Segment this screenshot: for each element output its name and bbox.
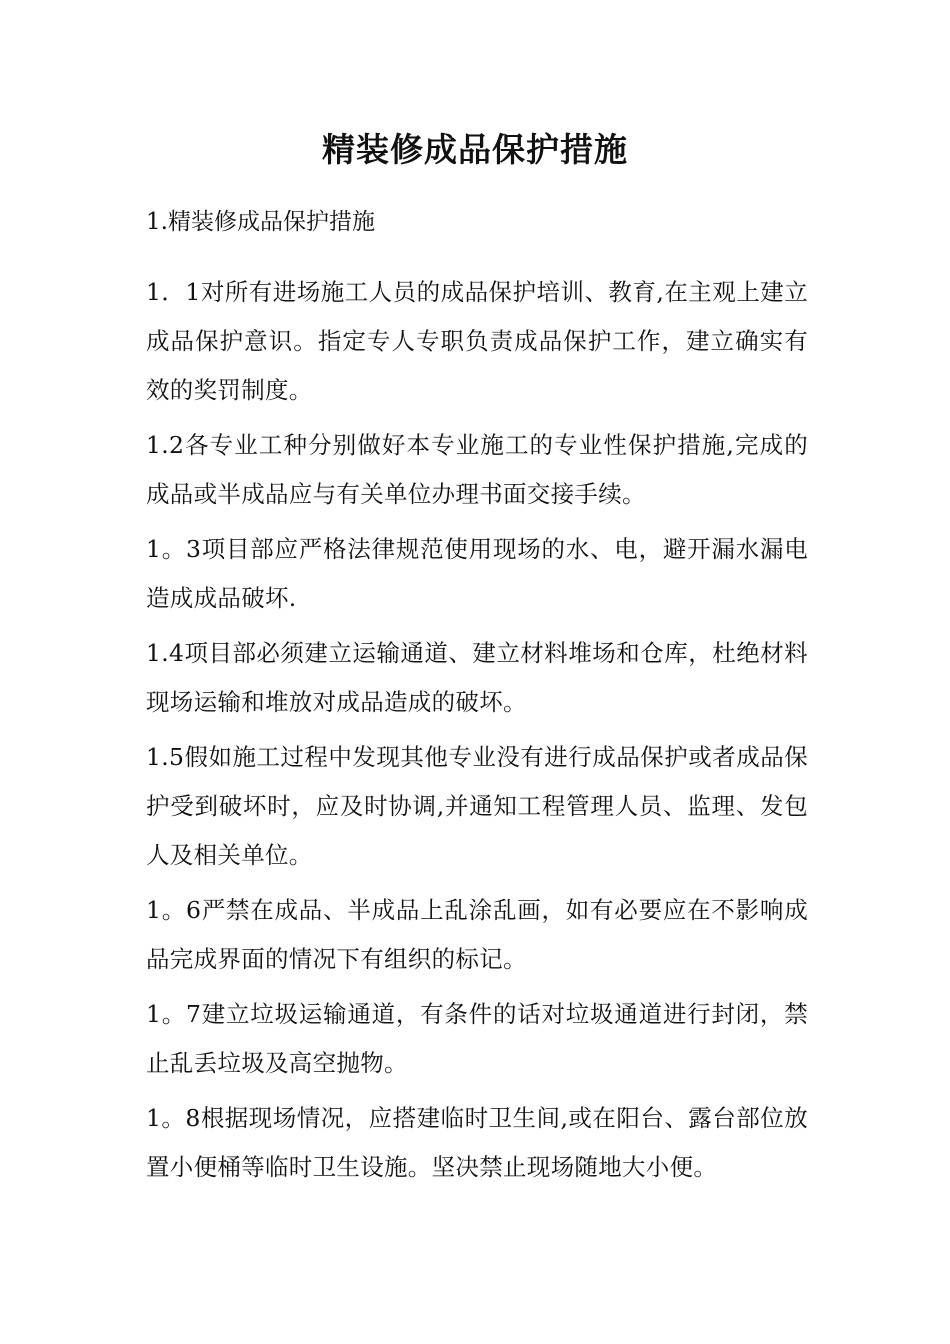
paragraph-1-6: 1。6严禁在成品、半成品上乱涂乱画，如有必要应在不影响成品完成界面的情况下有组织的标记。 — [146, 896, 808, 973]
paragraph-1-7: 1。7建立垃圾运输通道，有条件的话对垃圾通道进行封闭，禁止乱丢垃圾及高空抛物。 — [146, 1000, 808, 1077]
document-title: 精装修成品保护措施 — [322, 130, 628, 169]
paragraph-1-5: 1.5假如施工过程中发现其他专业没有进行成品保护或者成品保护受到破坏时，应及时协调,并通知工程管理人员、监理、发包人及相关单位。 — [146, 743, 808, 869]
paragraph-1-8: 1。8根据现场情况，应搭建临时卫生间,或在阳台、露台部位放置小便桶等临时卫生设施。坚决禁止现场随地大小便。 — [146, 1104, 808, 1181]
paragraph-1-4: 1.4项目部必须建立运输通道、建立材料堆场和仓库，杜绝材料现场运输和堆放对成品造成的破坏。 — [146, 639, 808, 716]
document-body — [146, 202, 808, 1198]
paragraph-1-1: 1．1对所有进场施工人员的成品保护培训、教育,在主观上建立成品保护意识。指定专人专职负责成品保护工作，建立确实有效的奖罚制度。 — [146, 278, 808, 404]
section-heading: 1.精装修成品保护措施 — [146, 209, 375, 235]
paragraph-1-3: 1。3项目部应严格法律规范使用现场的水、电，避开漏水漏电造成成品破坏. — [146, 535, 808, 612]
paragraph-1-2: 1.2各专业工种分别做好本专业施工的专业性保护措施,完成的成品或半成品应与有关单位办理书面交接手续。 — [146, 431, 808, 508]
